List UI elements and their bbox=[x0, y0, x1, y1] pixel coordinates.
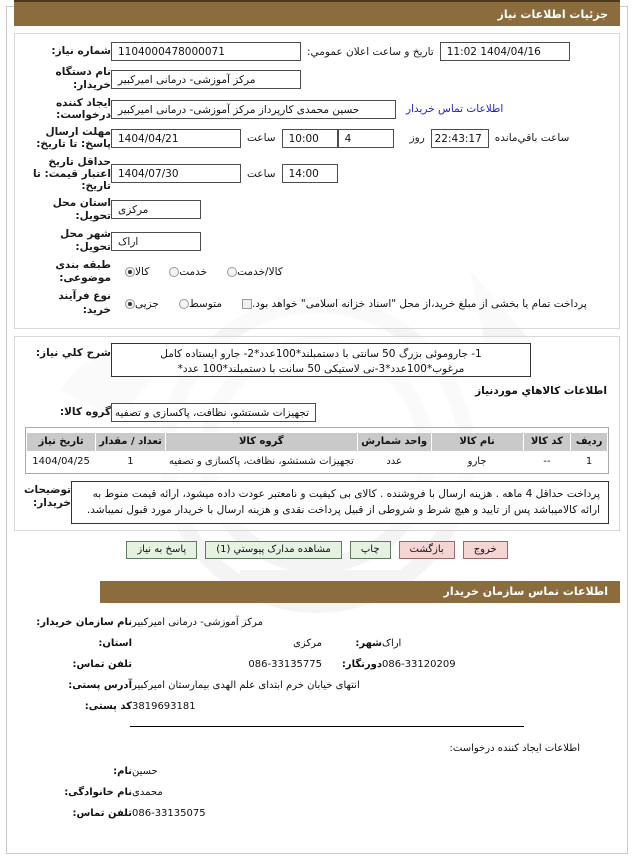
contact-phone-label: تلفن تماس: bbox=[72, 659, 132, 671]
purchase-type-option-motevaset[interactable] bbox=[165, 298, 226, 310]
col-code: کد کالا bbox=[523, 432, 571, 451]
purchase-type-label: نوع فرآیند خرید: bbox=[58, 290, 111, 316]
contact-org-label: نام سازمان خریدار: bbox=[36, 617, 132, 629]
remaining-clock-field[interactable]: 22:43:17 bbox=[431, 129, 489, 148]
city-label: شهر محل تحویل: bbox=[60, 227, 111, 254]
creator-details bbox=[14, 743, 620, 819]
contact-row-address bbox=[14, 680, 580, 691]
table-header-row bbox=[27, 432, 608, 451]
category-option-kala[interactable] bbox=[111, 266, 153, 278]
contact-address-value: انتهای خیابان خرم ابتدای علم الهدی بیمارستان امیرکبیر bbox=[132, 680, 360, 692]
purchase-type-option-jozi[interactable] bbox=[111, 298, 163, 310]
contact-divider bbox=[130, 726, 524, 727]
table-row[interactable] bbox=[27, 451, 608, 472]
goods-group-field[interactable]: تجهیزات شستشو، نظافت، پاکسازی و تصفیه bbox=[111, 403, 316, 422]
creator-field[interactable]: حسین محمدی کارپرداز مرکز آموزشی- درمانی امیرکبیر bbox=[111, 100, 396, 119]
contact-row-location bbox=[14, 638, 580, 649]
deadline-date-field[interactable]: 1404/04/21 bbox=[111, 129, 241, 148]
creator-first-name-label: نام: bbox=[113, 766, 132, 778]
creator-row-first-name bbox=[14, 766, 580, 777]
contact-address-label: آدرس پستی: bbox=[68, 680, 132, 692]
contact-section-title: اطلاعات تماس سازمان خریدار bbox=[443, 585, 608, 599]
section-header-need-details bbox=[14, 0, 620, 26]
contact-city-label: شهر: bbox=[355, 638, 382, 650]
validity-label: حداقل تاریخ اعتبار قیمت: تا تاریخ: bbox=[32, 155, 111, 192]
page-title: جزئیات اطلاعات نیاز bbox=[497, 8, 608, 21]
cell-group: تجهیزات شستشو، نظافت، پاکسازی و تصفیه bbox=[165, 451, 357, 472]
creator-phone-value: 086-33135075 bbox=[132, 808, 206, 820]
creator-row-last-name bbox=[14, 787, 580, 798]
radio-icon-motevaset[interactable] bbox=[179, 299, 189, 309]
creator-section-title: اطلاعات ایجاد کننده درخواست: bbox=[449, 743, 580, 755]
row-delivery-province bbox=[25, 197, 609, 223]
contact-phone-value: 086-33135775 bbox=[248, 659, 322, 671]
contact-section bbox=[0, 581, 634, 819]
deadline-hour-field[interactable]: 10:00 bbox=[282, 129, 338, 148]
row-purchase-type bbox=[25, 290, 609, 316]
row-need-summary bbox=[25, 343, 609, 377]
purchase-type-radio-group bbox=[111, 298, 591, 310]
exit-button[interactable]: خروج bbox=[463, 541, 508, 559]
category-option-kala-khedmat[interactable] bbox=[213, 266, 287, 278]
purchase-type-option-jozi-label: جزیی bbox=[135, 297, 159, 310]
buyer-org-label: نام دستگاه خریدار: bbox=[55, 66, 111, 92]
creator-first-name-value: حسین bbox=[132, 766, 158, 778]
cell-row-no: 1 bbox=[571, 451, 608, 472]
row-price-validity bbox=[25, 156, 609, 192]
goods-section-title: اطلاعات کالاهاي موردنیاز bbox=[475, 384, 607, 397]
radio-icon-jozi[interactable] bbox=[125, 299, 135, 309]
radio-icon-kala-khedmat[interactable] bbox=[227, 267, 237, 277]
radio-icon-kala[interactable] bbox=[125, 267, 135, 277]
contact-fax-label: دورنگار: bbox=[341, 659, 382, 671]
contact-province-value: مرکزی bbox=[293, 638, 322, 650]
days-unit-label: روز bbox=[409, 132, 425, 145]
row-need-number bbox=[25, 42, 609, 61]
contact-row-postal bbox=[14, 701, 580, 712]
col-group: گروه کالا bbox=[165, 432, 357, 451]
row-buyer-org bbox=[25, 66, 609, 92]
checkbox-icon-treasury[interactable] bbox=[242, 299, 252, 309]
remaining-hours-label: ساعت باقي‌مانده bbox=[494, 132, 570, 145]
announce-datetime-field[interactable]: 1404/04/16 11:02 bbox=[440, 42, 570, 61]
row-subject-category bbox=[25, 259, 609, 285]
deadline-hour-label: ساعت bbox=[247, 132, 276, 145]
goods-panel bbox=[14, 336, 620, 532]
purchase-type-option-motevaset-label: متوسط bbox=[188, 297, 222, 310]
validity-hour-label: ساعت bbox=[247, 167, 276, 180]
col-qty: تعداد / مقدار bbox=[96, 432, 166, 451]
category-option-khedmat[interactable] bbox=[155, 266, 211, 278]
creator-label: ایجاد کننده درخواست: bbox=[55, 97, 111, 122]
col-name: نام کالا bbox=[431, 432, 523, 451]
need-number-field[interactable]: 1104000478000071 bbox=[111, 42, 301, 61]
explanations-label: توضیحات خریدار: bbox=[23, 483, 71, 509]
category-option-kala-label: کالا bbox=[135, 266, 150, 279]
summary-textarea[interactable]: 1- جاروموئی بزرگ 50 سانتی با دستمبلند*100عدد*2- جارو ایستاده کامل مرغوب*100عدد*3-نی لاستیکی 50 سانت با دستمبلند*100 عدد* bbox=[111, 343, 531, 377]
section-header-contact bbox=[100, 581, 620, 603]
buyer-org-field[interactable]: مرکز آموزشی- درمانی امیرکبیر bbox=[111, 70, 301, 89]
announce-label: تاریخ و ساعت اعلان عمومي: bbox=[307, 45, 434, 58]
respond-to-need-button[interactable]: پاسخ به نیاز bbox=[126, 541, 197, 559]
validity-date-field[interactable]: 1404/07/30 bbox=[111, 164, 241, 183]
contact-org-value: مرکز آموزشی- درمانی امیرکبیر bbox=[132, 617, 263, 629]
category-option-khedmat-label: خدمت bbox=[179, 266, 208, 279]
goods-table-wrapper bbox=[25, 427, 609, 474]
need-number-label: شماره نیاز: bbox=[51, 44, 111, 57]
action-button-row bbox=[0, 541, 634, 559]
row-deadline bbox=[25, 126, 609, 150]
category-label: طبقه بندی موضوعی: bbox=[55, 259, 111, 285]
province-field[interactable]: مرکزی bbox=[111, 200, 201, 219]
contact-row-phone bbox=[14, 659, 580, 670]
row-creator bbox=[25, 97, 609, 121]
summary-label: شرح کلي نیاز: bbox=[35, 346, 111, 359]
validity-hour-field[interactable]: 14:00 bbox=[282, 164, 338, 183]
contact-row-org bbox=[14, 617, 580, 628]
need-details-panel bbox=[14, 33, 620, 329]
contact-postal-value: 3819693181 bbox=[132, 701, 196, 713]
treasury-bond-label: پرداخت تمام یا بخشی از مبلغ خرید،از محل "اسناد خزانه اسلامی" خواهد بود. bbox=[251, 297, 587, 310]
category-option-kala-khedmat-label: کالا/خدمت bbox=[237, 266, 283, 279]
row-delivery-city bbox=[25, 228, 609, 254]
col-row-no: ردیف bbox=[571, 432, 608, 451]
remaining-days-field[interactable]: 4 bbox=[338, 129, 394, 148]
province-label: استان محل تحویل: bbox=[52, 196, 111, 222]
cell-unit: عدد bbox=[357, 451, 431, 472]
contact-postal-label: کد پستی: bbox=[84, 701, 132, 713]
buyer-explanations-row bbox=[25, 481, 609, 525]
contact-details bbox=[14, 617, 620, 712]
view-attachments-button[interactable]: مشاهده مدارک پیوستي (1) bbox=[205, 541, 342, 559]
city-field[interactable]: اراک bbox=[111, 232, 201, 251]
cell-name: جارو bbox=[431, 451, 523, 472]
contact-fax-value: 086-33120209 bbox=[382, 659, 456, 671]
cell-qty: 1 bbox=[96, 451, 166, 472]
creator-phone-label: تلفن تماس: bbox=[72, 808, 132, 820]
creator-last-name-label: نام خانوادگی: bbox=[64, 787, 132, 799]
contact-city-value: اراک bbox=[382, 638, 402, 650]
category-radio-group bbox=[111, 266, 287, 278]
goods-table bbox=[26, 432, 608, 473]
treasury-bond-checkbox-row[interactable] bbox=[228, 298, 591, 310]
deadline-label: مهلت ارسال پاسخ: تا تاریخ: bbox=[36, 126, 111, 151]
goods-group-label: گروه کالا: bbox=[59, 405, 111, 418]
cell-need-date: 1404/04/25 bbox=[27, 451, 96, 472]
contact-province-label: استان: bbox=[98, 638, 132, 650]
cell-code: -- bbox=[523, 451, 571, 472]
creator-row-phone bbox=[14, 808, 580, 819]
print-button[interactable]: چاپ bbox=[350, 541, 391, 559]
creator-last-name-value: محمدی bbox=[132, 787, 163, 799]
radio-icon-khedmat[interactable] bbox=[169, 267, 179, 277]
back-button[interactable]: بازگشت bbox=[399, 541, 455, 559]
col-unit: واحد شمارش bbox=[357, 432, 431, 451]
buyer-contact-link[interactable]: اطلاعات تماس خریدار bbox=[406, 103, 504, 116]
explanations-text: پرداخت حداقل 4 ماهه . هزینه ارسال با فروشنده . کالای بی کیفیت و نامعتبر عودت داده میشود، ارائه قیمت منوط به ارائه کالامیباشد پس از تایید و هیچ شرط و شروطی از قبیل پرداخت نقدی و هزینه ارسال با خریدار مورد قبول نمیباشد. bbox=[71, 481, 609, 525]
col-need-date: تاریخ نیاز bbox=[27, 432, 96, 451]
row-goods-group bbox=[25, 403, 609, 422]
